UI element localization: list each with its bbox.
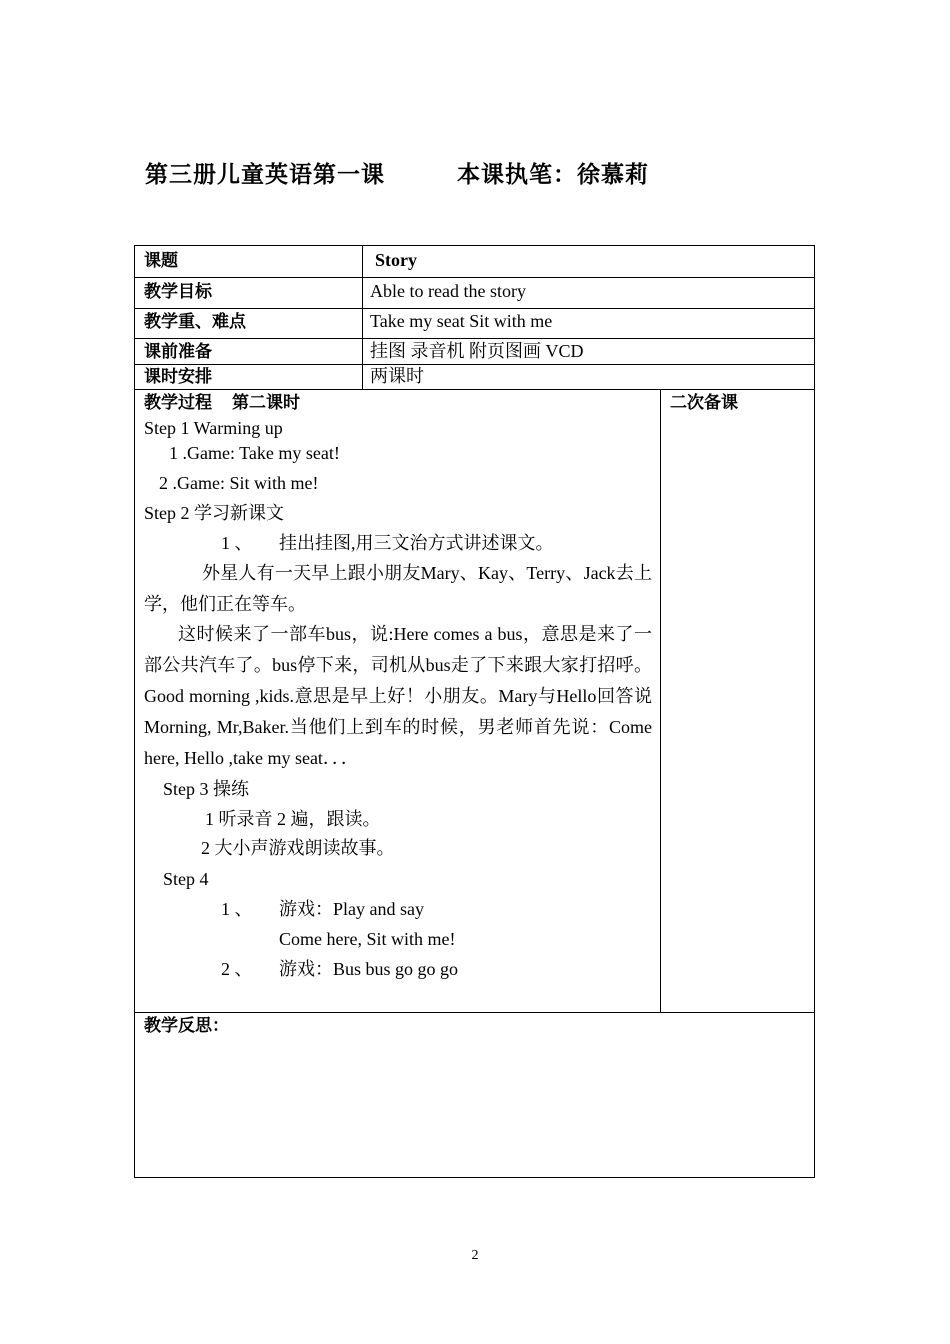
lesson-author: 本课执笔：徐慕莉 — [457, 162, 649, 188]
row-label-key-points: 教学重、难点 — [144, 312, 246, 332]
step-4-heading: Step 4 — [163, 869, 209, 889]
second-prep-label: 二次备课 — [670, 393, 738, 413]
step-2-item-1: 挂出挂图,用三文治方式讲述课文。 — [279, 533, 554, 553]
row-divider — [135, 364, 814, 365]
lesson-title: 第三册儿童英语第一课 — [145, 162, 385, 188]
row-divider — [135, 308, 814, 309]
process-title: 教学过程 — [144, 393, 212, 413]
column-divider — [660, 389, 661, 1012]
story-paragraph-1: 外星人有一天早上跟小朋友Mary、Kay、Terry、Jack去上学，他们正在等车。 — [144, 563, 652, 614]
step-3-item-1: 1 听录音 2 遍，跟读。 — [205, 809, 381, 829]
row-value-schedule: 两课时 — [370, 366, 424, 386]
row-label-preparation: 课前准备 — [144, 342, 212, 362]
step-1-heading: Step 1 Warming up — [144, 418, 283, 438]
story-paragraph-2: 这时候来了一部车bus，说:Here comes a bus，意思是来了一部公共汽车了。bus停下来，司机从bus走了下来跟大家打招呼。Good morning ,kids.意思是早上好！小朋友。Mary与Hello回答说Morning, Mr,Baker.当他们上到车的时候，男老师首先说：Come here, Hello ,take my seat．．． — [144, 624, 652, 768]
column-divider — [362, 246, 363, 389]
row-label-objective: 教学目标 — [144, 282, 212, 302]
process-period: 第二课时 — [232, 393, 300, 413]
step-3-item-2: 2 大小声游戏朗读故事。 — [201, 838, 395, 858]
process-label — [144, 392, 300, 414]
row-divider — [135, 277, 814, 278]
row-value-preparation: 挂图 录音机 附页图画 VCD — [370, 341, 584, 361]
row-label-schedule: 课时安排 — [144, 367, 212, 387]
step-4-item-2: 游戏：Bus bus go go go — [279, 959, 459, 979]
row-value-objective: Able to read the story — [370, 281, 526, 301]
row-divider — [135, 389, 814, 390]
row-value-key-points: Take my seat Sit with me — [370, 311, 553, 331]
page-number: 2 — [471, 1248, 479, 1263]
step-4-item-2-number: 2 、 — [221, 959, 253, 979]
step-4-item-1: 游戏：Play and say — [279, 899, 424, 919]
step-3-heading: Step 3 操练 — [163, 779, 250, 799]
step-2-heading: Step 2 学习新课文 — [144, 503, 285, 523]
reflection-label: 教学反思： — [144, 1016, 229, 1036]
step-1-item-1: 1 .Game: Take my seat! — [169, 443, 340, 463]
document-title — [145, 156, 649, 189]
step-4-item-1-line-2: Come here, Sit with me! — [279, 929, 456, 949]
row-divider — [135, 1012, 814, 1013]
step-1-item-2: 2 .Game: Sit with me! — [159, 473, 319, 493]
row-divider — [135, 338, 814, 339]
step-4-item-1-number: 1 、 — [221, 899, 253, 919]
step-2-item-1-number: 1 、 — [221, 533, 253, 553]
lesson-plan-table — [134, 245, 815, 1178]
row-label-topic: 课题 — [144, 251, 178, 271]
row-value-topic: Story — [375, 250, 417, 270]
